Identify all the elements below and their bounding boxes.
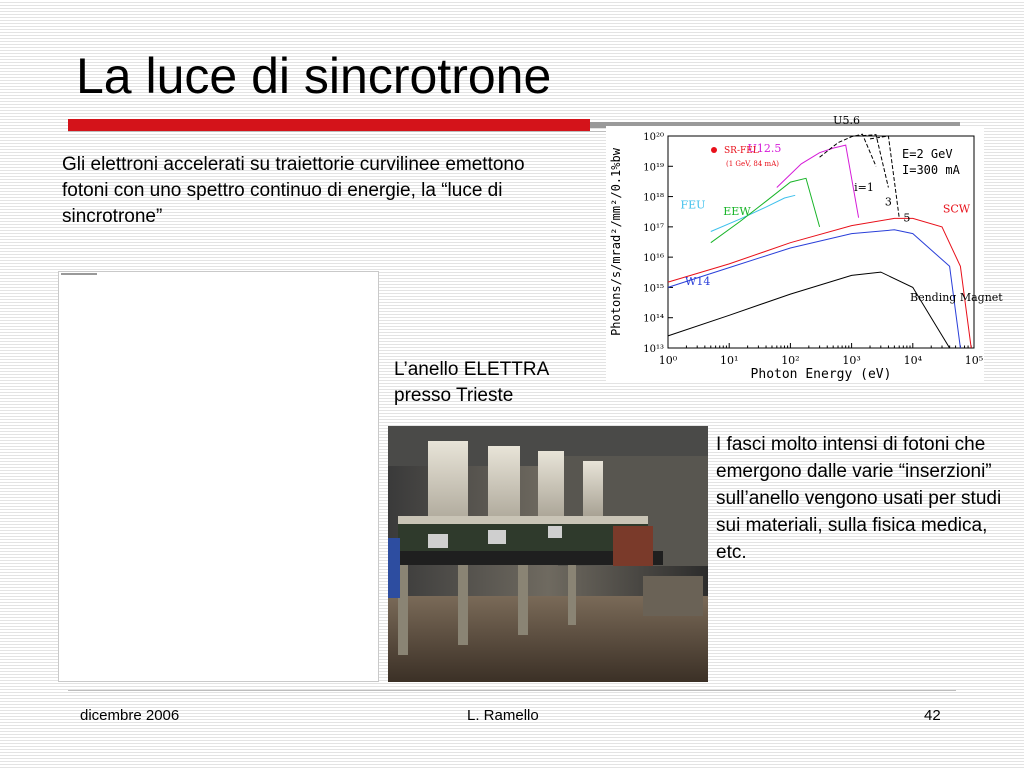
- y-tick-label: 10¹⁷: [643, 222, 664, 234]
- curve-label: i=1: [854, 181, 874, 195]
- x-tick-label: 10⁵: [964, 354, 984, 367]
- series-line-u12-5: [777, 145, 859, 218]
- chart-annotation: I=300 mA: [902, 163, 960, 177]
- curve-label: SCW: [942, 202, 971, 216]
- y-axis-label: Photons/s/mrad²/mm²/0.1%bw: [609, 148, 623, 336]
- series-line-w14: [668, 230, 960, 348]
- footer-date: dicembre 2006: [80, 707, 180, 724]
- curve-label: 3: [884, 195, 892, 209]
- series-line-scw: [668, 218, 971, 348]
- photo-caption: L’anello ELETTRA presso Trieste: [394, 359, 549, 406]
- curve-label: U12.5: [747, 141, 782, 155]
- title-underline-red: [68, 119, 590, 131]
- curve-label: FEU: [680, 198, 706, 212]
- footer-author: L. Ramello: [467, 707, 539, 724]
- slide-title: La luce di sincrotrone: [76, 48, 552, 104]
- legend-entry: SR-FEL: [724, 146, 759, 156]
- curve-label: 5: [903, 211, 911, 225]
- elettra-ring-photo: [388, 426, 708, 682]
- legend-marker: [711, 147, 717, 153]
- elettra-photo-illustration: [388, 426, 708, 682]
- x-tick-label: 10³: [842, 354, 861, 367]
- x-tick-label: 10²: [781, 354, 800, 367]
- y-tick-label: 10¹⁵: [643, 283, 664, 295]
- y-tick-label: 10¹⁹: [643, 162, 664, 174]
- object-placeholder-mark: [61, 273, 97, 275]
- legend-note: (1 GeV, 84 mA): [726, 160, 779, 168]
- intro-text: Gli elettroni accelerati su traiettorie curvilinee emettono fotoni con uno spettro continuo di energie, la “luce di sincrotrone”: [62, 154, 525, 227]
- series-line-i-3: [856, 135, 888, 188]
- x-axis-label: Photon Energy (eV): [750, 367, 892, 382]
- x-tick-label: 10⁴: [903, 354, 923, 367]
- y-tick-label: 10¹⁸: [643, 192, 664, 204]
- curve-label: Bending Magnet: [909, 291, 1003, 305]
- beams-description: I fasci molto intensi di fotoni che emergono dalle varie “inserzioni” sull’anello vengono usati per studi sui materiali, sulla fisica medica, etc.: [716, 434, 1002, 563]
- y-tick-label: 10¹³: [643, 344, 664, 355]
- footer-divider: [68, 690, 956, 691]
- synchrotron-spectrum-chart: [606, 113, 1003, 382]
- x-tick-label: 10¹: [719, 354, 739, 367]
- curve-label: W14: [685, 275, 711, 289]
- y-tick-label: 10¹⁴: [643, 313, 664, 325]
- curve-label: U5.6: [833, 113, 860, 127]
- footer-page-number: 42: [924, 707, 941, 724]
- curve-label: EEW: [723, 204, 751, 218]
- y-tick-label: 10²⁰: [643, 132, 664, 143]
- empty-embedded-object: [58, 271, 379, 682]
- chart-annotation: E=2 GeV: [902, 147, 953, 161]
- x-tick-label: 10⁰: [658, 354, 678, 367]
- y-tick-label: 10¹⁶: [643, 253, 664, 265]
- chart-svg: [606, 113, 1003, 382]
